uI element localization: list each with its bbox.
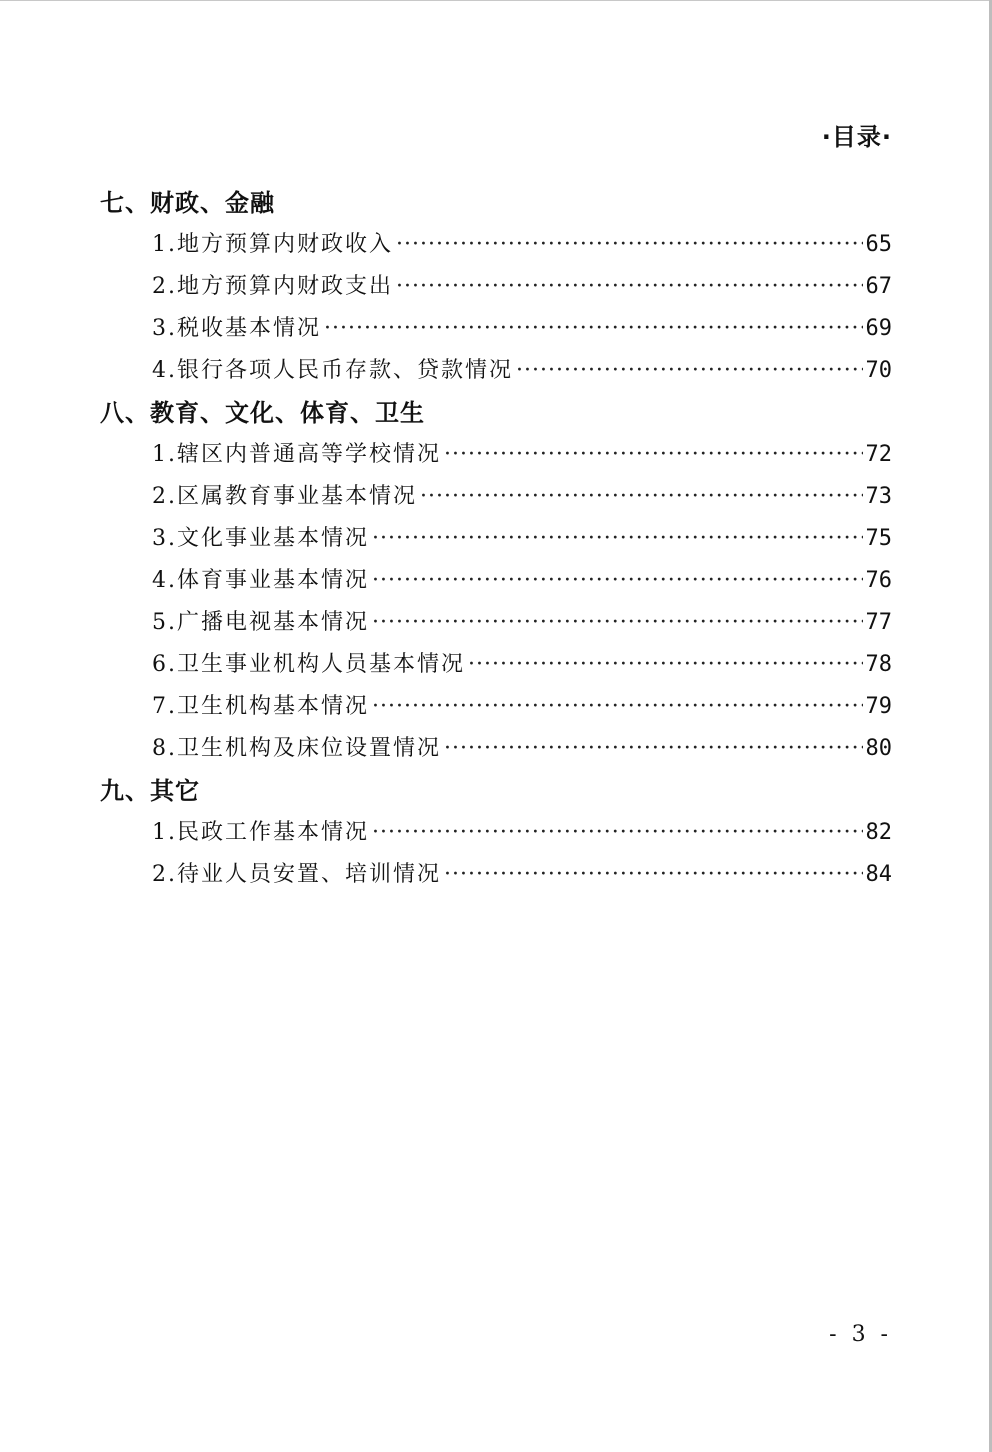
toc-entry-page: 69 [865, 316, 892, 341]
toc-entry [100, 224, 892, 266]
toc-entry-label: 2.待业人员安置、培训情况 [152, 862, 441, 887]
toc-entry-page: 76 [865, 568, 892, 593]
toc-dot-leader [372, 686, 863, 728]
running-header-title: ·目录· [821, 123, 892, 151]
toc-entry-label: 4.银行各项人民币存款、贷款情况 [152, 358, 513, 383]
toc-section-heading: 九、其它 [100, 777, 200, 805]
toc-entry-page: 82 [865, 820, 892, 845]
toc-entry [100, 686, 892, 728]
toc-section-heading: 八、教育、文化、体育、卫生 [100, 399, 425, 427]
toc-entry [100, 602, 892, 644]
toc-entry-label: 1.民政工作基本情况 [152, 820, 369, 845]
toc-dot-leader [372, 602, 863, 644]
page-number: - 3 - [829, 1322, 892, 1347]
toc-entry [100, 518, 892, 560]
toc-entry [100, 476, 892, 518]
toc-entry-label: 6.卫生事业机构人员基本情况 [152, 652, 465, 677]
toc-entry-label: 8.卫生机构及床位设置情况 [152, 736, 441, 761]
toc-dot-leader [468, 644, 863, 686]
toc-entry-page: 73 [865, 484, 892, 509]
toc-entry-page: 84 [865, 862, 892, 887]
toc-entry-label: 2.区属教育事业基本情况 [152, 484, 417, 509]
toc-entry-label: 2.地方预算内财政支出 [152, 274, 393, 299]
toc-entry [100, 266, 892, 308]
toc-entry-page: 72 [865, 442, 892, 467]
toc-entry-label: 1.地方预算内财政收入 [152, 232, 393, 257]
toc-entry-page: 75 [865, 526, 892, 551]
toc-entry-label: 4.体育事业基本情况 [152, 568, 369, 593]
toc-dot-leader [444, 434, 863, 476]
toc-entry [100, 434, 892, 476]
toc-dot-leader [516, 350, 863, 392]
toc-dot-leader [396, 266, 863, 308]
toc-dot-leader [372, 812, 863, 854]
toc-entry-page: 78 [865, 652, 892, 677]
toc-entry-page: 79 [865, 694, 892, 719]
toc-entry-label: 3.税收基本情况 [152, 316, 321, 341]
toc-entry-page: 80 [865, 736, 892, 761]
toc-dot-leader [372, 518, 863, 560]
page-top-edge [0, 0, 992, 1]
toc-entry-page: 70 [865, 358, 892, 383]
toc-dot-leader [324, 308, 863, 350]
toc-entry-label: 7.卫生机构基本情况 [152, 694, 369, 719]
toc-dot-leader [420, 476, 863, 518]
toc-entry [100, 644, 892, 686]
toc-entry-page: 65 [865, 232, 892, 257]
toc-entry-page: 77 [865, 610, 892, 635]
toc-entry [100, 728, 892, 770]
toc-dot-leader [396, 224, 863, 266]
toc-entry-label: 1.辖区内普通高等学校情况 [152, 442, 441, 467]
toc-dot-leader [444, 854, 863, 896]
toc-entry [100, 854, 892, 896]
toc-section-heading: 七、财政、金融 [100, 189, 275, 217]
toc-dot-leader [444, 728, 863, 770]
toc-dot-leader [372, 560, 863, 602]
toc-entry-label: 3.文化事业基本情况 [152, 526, 369, 551]
table-of-contents [100, 182, 892, 896]
toc-entry [100, 350, 892, 392]
toc-entry [100, 560, 892, 602]
toc-entry-page: 67 [865, 274, 892, 299]
toc-entry [100, 812, 892, 854]
toc-entry [100, 308, 892, 350]
toc-entry-label: 5.广播电视基本情况 [152, 610, 369, 635]
